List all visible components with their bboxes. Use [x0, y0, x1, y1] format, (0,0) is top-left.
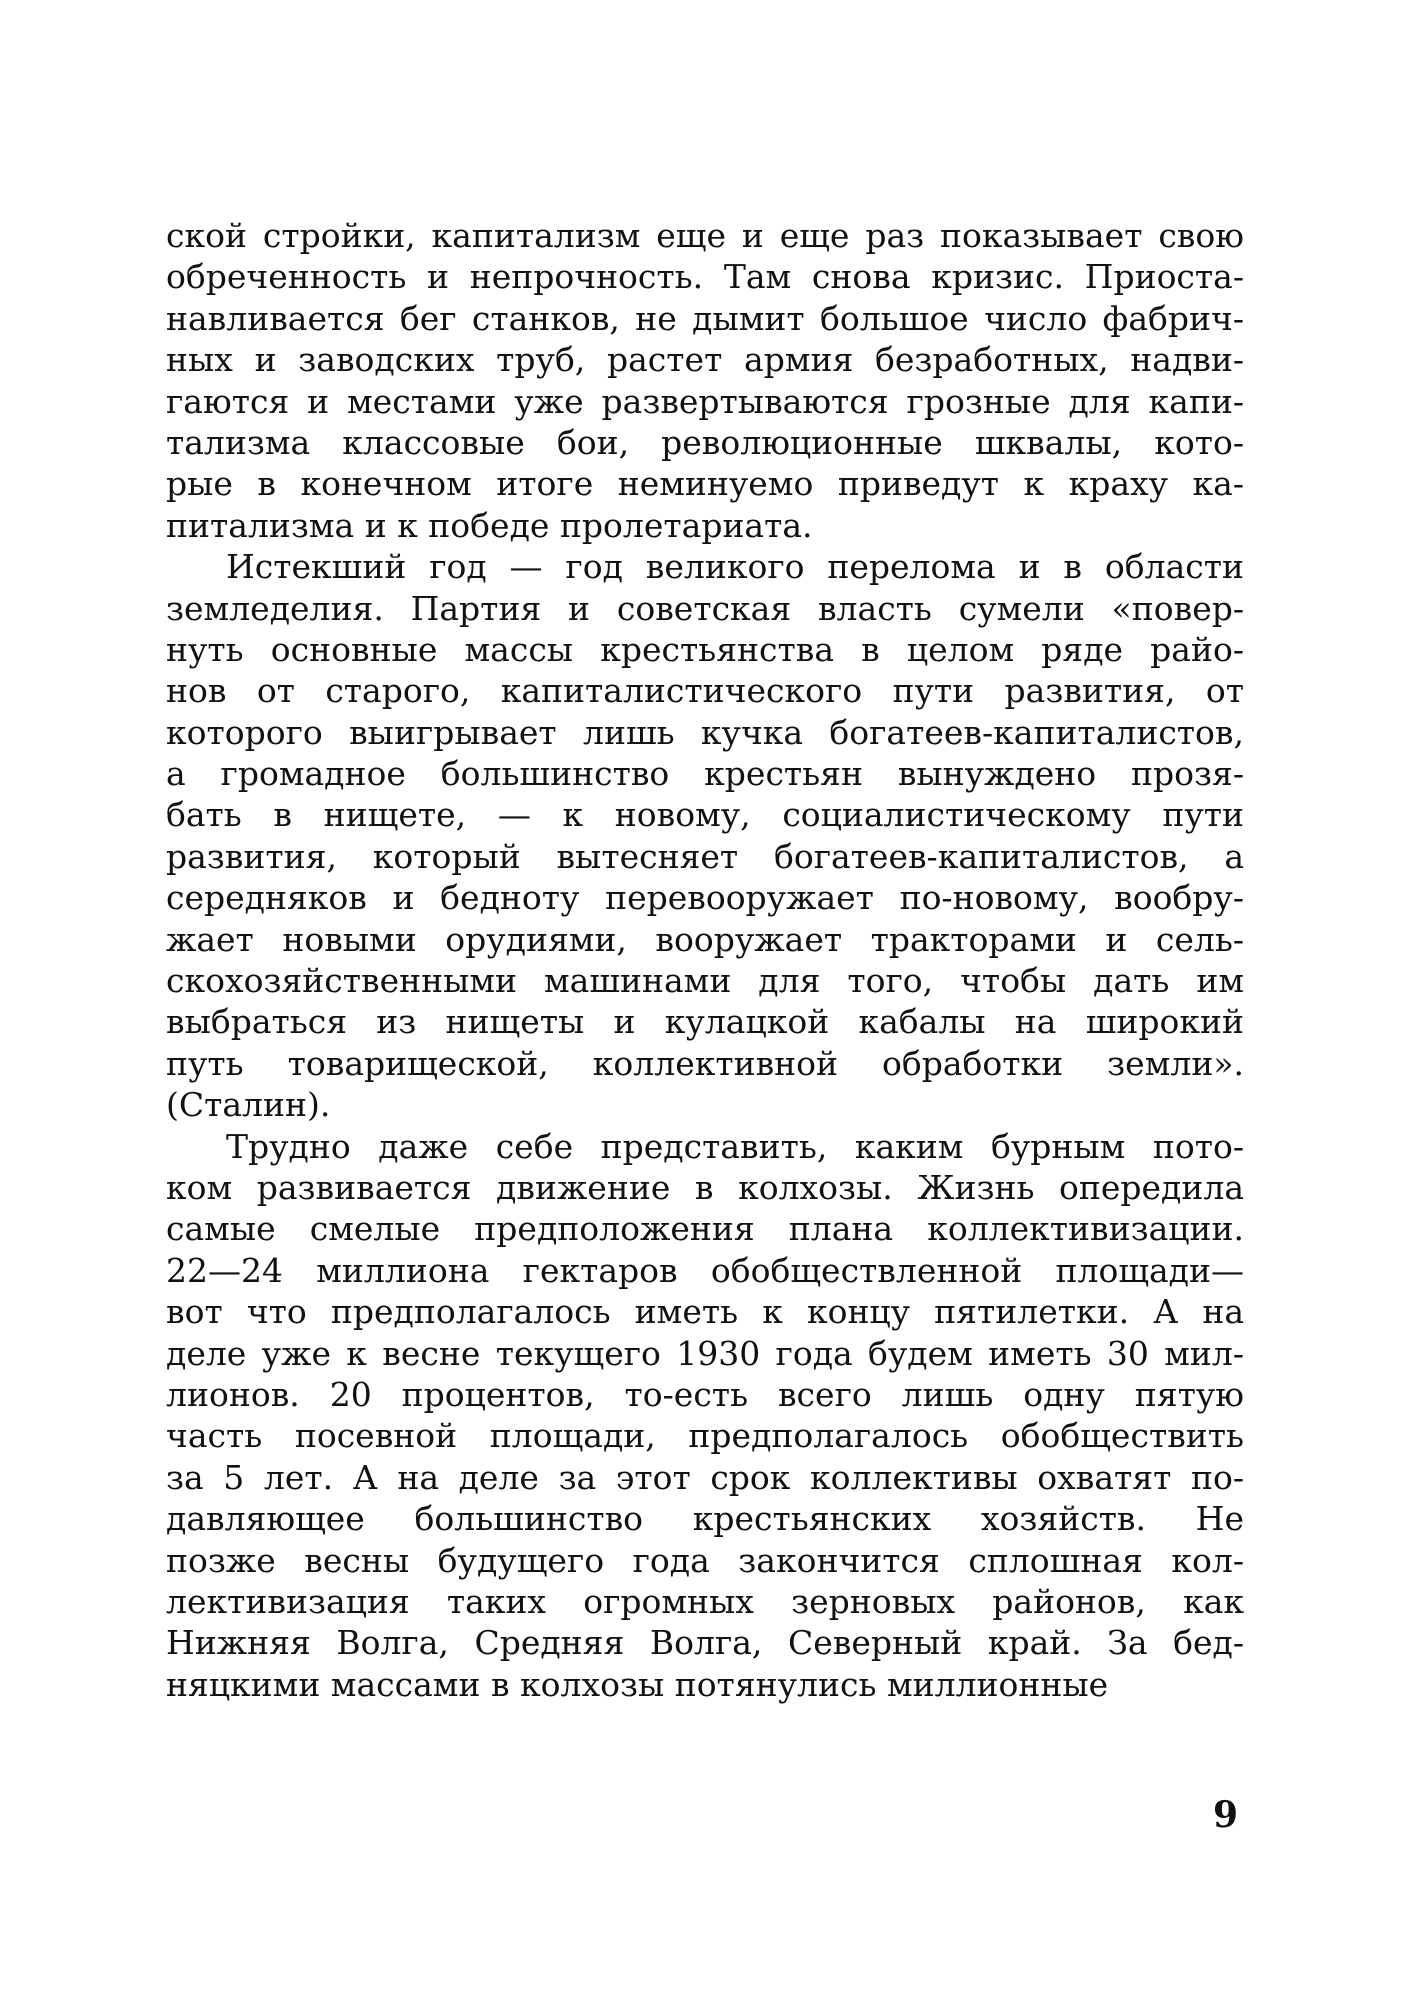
text-line: которого выигрывает лишь кучка богатеев-капиталистов,	[166, 712, 1244, 752]
text-line: тализма классовые бои, революционные шквалы, кото-	[166, 422, 1244, 462]
text-line: путь товарищеской, коллективной обработки земли».	[166, 1043, 1244, 1083]
paragraph	[166, 1126, 1244, 1705]
text-line: давляющее большинство крестьянских хозяйств. Не	[166, 1499, 1244, 1539]
paragraph	[166, 215, 1244, 546]
paragraph	[166, 546, 1244, 1125]
text-line: обреченность и непрочность. Там снова кризис. Приоста-	[166, 257, 1244, 297]
text-line: скохозяйственными машинами для того, чтобы дать им	[166, 961, 1244, 1001]
text-line: деле уже к весне текущего 1930 года будем иметь 30 мил-	[166, 1333, 1244, 1373]
text-line: няцкими массами в колхозы потянулись миллионные	[166, 1664, 1109, 1704]
text-line: выбраться из нищеты и кулацкой кабалы на широкий	[166, 1002, 1244, 1042]
text-line: лионов. 20 процентов, то-есть всего лишь одну пятую	[166, 1374, 1244, 1414]
text-line: нов от старого, капиталистического пути развития, от	[166, 671, 1244, 711]
text-line: вот что предполагалось иметь к концу пятилетки. А на	[166, 1292, 1244, 1332]
text-line: Трудно даже себе представить, каким бурным пото-	[226, 1126, 1244, 1166]
text-line: за 5 лет. А на деле за этот срок коллективы охватят по-	[166, 1457, 1244, 1497]
text-line: ской стройки, капитализм еще и еще раз показывает свою	[166, 216, 1244, 255]
text-line: нуть основные массы крестьянства в целом ряде райо-	[166, 629, 1244, 669]
text-line: а громадное большинство крестьян вынуждено прозя-	[166, 754, 1244, 794]
text-line: позже весны будущего года закончится сплошная кол-	[166, 1540, 1244, 1580]
text-line: рые в конечном итоге неминуемо приведут к краху ка-	[166, 464, 1244, 504]
text-line: навливается бег станков, не дымит большое число фабрич-	[166, 298, 1244, 338]
text-line: земледелия. Партия и советская власть сумели «повер-	[166, 588, 1244, 628]
text-line: самые смелые предположения плана коллективизации.	[166, 1209, 1244, 1249]
text-line: середняков и бедноту перевооружает по-новому, вообру-	[166, 878, 1244, 918]
body-text	[166, 215, 1244, 1705]
text-line: бать в нищете, — к новому, социалистическому пути	[166, 795, 1244, 835]
text-line: лективизация таких огромных зерновых районов, как	[166, 1581, 1244, 1621]
text-line: Нижняя Волга, Средняя Волга, Северный край. За бед-	[166, 1623, 1244, 1663]
text-line: часть посевной площади, предполагалось обобществить	[166, 1416, 1244, 1456]
text-line: ком развивается движение в колхозы. Жизнь опередила	[166, 1167, 1244, 1207]
text-line: жает новыми орудиями, вооружает тракторами и сель-	[166, 919, 1244, 959]
text-line: ных и заводских труб, растет армия безработных, надви-	[166, 340, 1244, 380]
text-line: развития, который вытесняет богатеев-капиталистов, а	[166, 836, 1244, 876]
text-line: 22—24 миллиона гектаров обобществленной площади—	[166, 1250, 1244, 1290]
text-line: гаются и местами уже развертываются грозные для капи-	[166, 381, 1244, 421]
text-line: Истекший год — год великого перелома и в области	[226, 547, 1244, 587]
text-line: (Сталин).	[166, 1085, 331, 1125]
page-number: 9	[1213, 1794, 1239, 1836]
text-line: питализма и к победе пролетариата.	[166, 505, 813, 545]
